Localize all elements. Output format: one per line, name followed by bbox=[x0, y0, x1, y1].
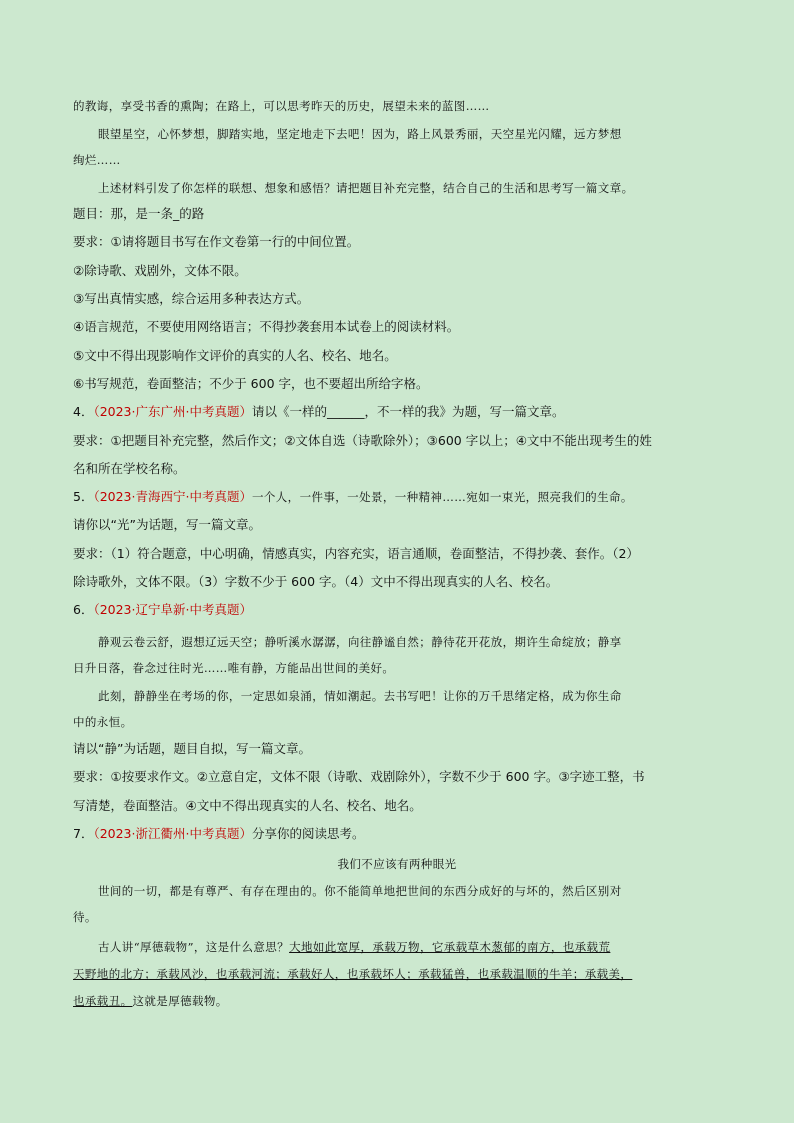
question-number: 7． bbox=[73, 826, 94, 841]
passage-title: 我们不应该有两种眼光 bbox=[337, 857, 457, 871]
paragraph-line: 绚烂…… bbox=[73, 153, 121, 167]
requirement-line: ④语言规范，不要使用网络语言；不得抄袭套用本试卷上的阅读材料。 bbox=[73, 319, 460, 334]
paragraph-line: 中的永恒。 bbox=[73, 715, 133, 729]
question-4 bbox=[73, 403, 564, 421]
question-5 bbox=[73, 488, 633, 506]
prompt-line: 请你以“光”为话题，写一篇文章。 bbox=[73, 517, 261, 532]
requirement-line: ⑤文中不得出现影响作文评价的真实的人名、校名、地名。 bbox=[73, 348, 397, 363]
paragraph-line: 的教诲，享受书香的熏陶；在路上，可以思考昨天的历史，展望未来的蓝图…… bbox=[73, 99, 490, 113]
question-source: （2023·青海西宁·中考真题） bbox=[93, 489, 252, 504]
prompt-line: 请以“静”为话题，题目自拟，写一篇文章。 bbox=[73, 741, 311, 756]
question-text: 分享你的阅读思考。 bbox=[251, 826, 365, 841]
paragraph-line: 日升日落，眷念过往时光……唯有静，方能品出世间的美好。 bbox=[73, 661, 395, 675]
question-number: 5． bbox=[73, 489, 94, 504]
question-source: （2023·广东广州·中考真题） bbox=[93, 404, 252, 419]
question-number: 4． bbox=[73, 404, 94, 419]
paragraph-line: 待。 bbox=[73, 910, 97, 924]
requirement-line: 要求：①请将题目书写在作文卷第一行的中间位置。 bbox=[73, 234, 360, 249]
requirement-line: 除诗歌外，文体不限。（3）字数不少于 600 字。（4）文中不得出现真实的人名、校名。 bbox=[73, 574, 559, 589]
requirement-line: 要求：①把题目补充完整，然后作文；②文体自选（诗歌除外）；③600 字以上；④文中不能出现考生的姓 bbox=[73, 433, 652, 448]
requirement-line: ②除诗歌、戏剧外，文体不限。 bbox=[73, 263, 247, 278]
paragraph-line: 静观云卷云舒，遐想辽远天空；静听溪水潺潺，向往静谧自然；静待花开花放，期许生命绽放；静享 bbox=[98, 635, 622, 649]
requirement-line: ③写出真情实感，综合运用多种表达方式。 bbox=[73, 291, 310, 306]
question-source: （2023·辽宁阜新·中考真题） bbox=[93, 602, 252, 617]
requirement-line: ⑥书写规范，卷面整洁；不少于 600 字，也不要超出所给字格。 bbox=[73, 376, 429, 391]
question-number: 6． bbox=[73, 602, 94, 617]
prompt-title: 题目：那，是一条_的路 bbox=[73, 206, 205, 221]
paragraph-line bbox=[73, 992, 228, 1010]
question-6 bbox=[73, 601, 252, 619]
underlined-line: 天野地的北方；承载风沙，也承载河流；承载好人，也承载坏人；承载猛兽，也承载温顺的牛羊；承载美， bbox=[73, 967, 633, 981]
paragraph-line: 此刻，静静坐在考场的你，一定思如泉涌，情如潮起。去书写吧！让你的万千思绪定格，成为你生命 bbox=[98, 689, 622, 703]
requirement-line: 要求：（1）符合题意，中心明确，情感真实，内容充实，语言通顺，卷面整洁，不得抄袭、套作。（2） bbox=[73, 546, 639, 561]
question-text: 请以《一样的______，不一样的我》为题，写一篇文章。 bbox=[251, 404, 565, 419]
question-text: 一个人，一件事，一处景，一种精神……宛如一束光，照亮我们的生命。 bbox=[251, 490, 633, 504]
requirement-line: 名和所在学校名称。 bbox=[73, 461, 186, 476]
paragraph-line: 眼望星空，心怀梦想，脚踏实地，坚定地走下去吧！因为，路上风景秀丽，天空星光闪耀，远方梦想 bbox=[98, 127, 622, 141]
requirement-line: 要求：①按要求作文。②立意自定，文体不限（诗歌、戏剧除外），字数不少于 600 字。③字迹工整，书 bbox=[73, 769, 645, 784]
text-span: 这就是厚德载物。 bbox=[132, 994, 228, 1008]
underlined-text: 也承载丑。 bbox=[73, 994, 133, 1008]
paragraph-line: 上述材料引发了你怎样的联想、想象和感悟？请把题目补充完整，结合自己的生活和思考写一篇文章。 bbox=[98, 181, 634, 195]
paragraph-line bbox=[98, 938, 610, 956]
requirement-line: 写清楚，卷面整洁。④文中不得出现真实的人名、校名、地名。 bbox=[73, 798, 422, 813]
question-source: （2023·浙江衢州·中考真题） bbox=[93, 826, 252, 841]
underlined-text: 大地如此宽厚，承载万物，它承载草木葱郁的南方，也承载荒 bbox=[289, 940, 611, 954]
paragraph-line: 世间的一切，都是有尊严、有存在理由的。你不能简单地把世间的东西分成好的与坏的，然后区别对 bbox=[98, 884, 622, 898]
text-span: 古人讲“厚德载物”，这是什么意思？ bbox=[98, 940, 290, 954]
question-7 bbox=[73, 825, 364, 843]
